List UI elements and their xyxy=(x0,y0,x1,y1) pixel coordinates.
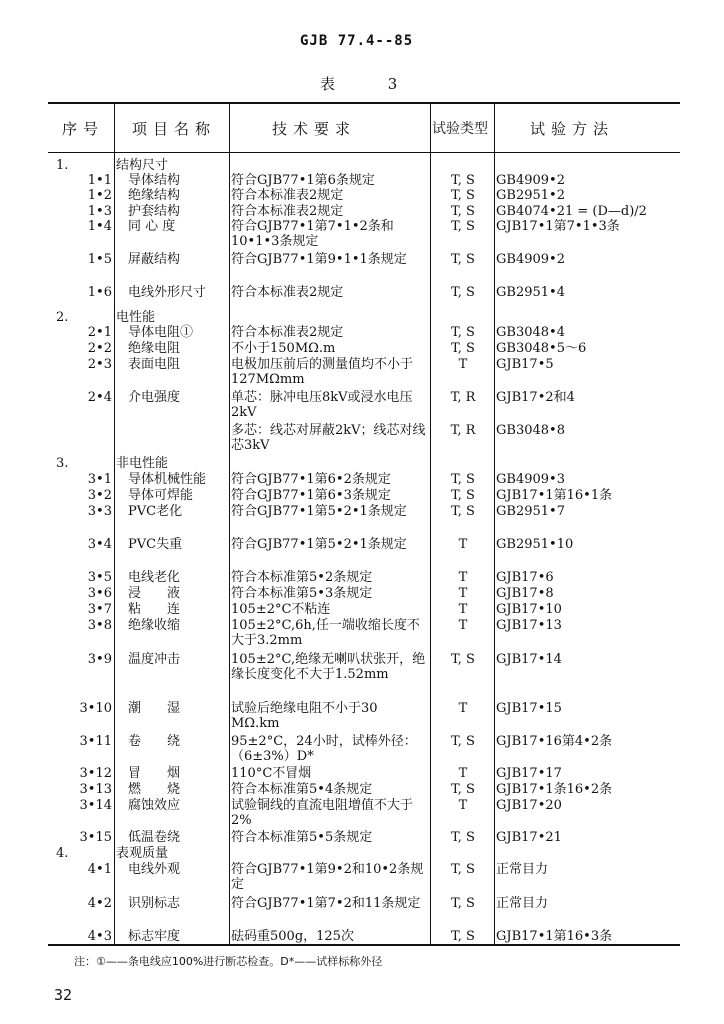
row-test-type: T, R xyxy=(450,423,476,438)
row-requirement: 符合GJB77•1第7•1•2条和10•1•3条规定 xyxy=(231,219,394,249)
row-test-method: GJB17•17 xyxy=(496,766,562,781)
row-requirement: 多芯：线芯对屏蔽2kV；线芯对线芯3kV xyxy=(231,423,426,453)
row-item-name: 粘 连 xyxy=(128,602,181,617)
row-number: 4•1 xyxy=(87,862,112,877)
row-test-type: T, S xyxy=(451,219,475,234)
row-item-name: 结构尺寸 xyxy=(116,158,169,173)
row-item-name: 介电强度 xyxy=(128,390,181,405)
row-requirement: 符合本标准表2规定 xyxy=(231,285,344,300)
row-number: 1•5 xyxy=(87,252,112,267)
row-test-method: GJB17•1条16•2条 xyxy=(496,782,613,797)
row-test-type: T, S xyxy=(451,472,475,487)
row-number: 4•3 xyxy=(87,929,112,944)
row-number: 3•6 xyxy=(87,586,112,601)
row-requirement: 符合GJB77•1第5•2•1条规定 xyxy=(231,504,407,519)
row-number: 3•5 xyxy=(87,570,112,585)
row-item-name: 护套结构 xyxy=(128,204,181,219)
column-header-item: 项目名称 xyxy=(132,120,217,138)
row-item-name: 浸 液 xyxy=(128,586,181,601)
row-requirement: 单芯：脉冲电压8kV或浸水电压2kV xyxy=(231,390,413,420)
row-item-name: PVC失重 xyxy=(128,537,183,552)
row-test-method: GJB17•15 xyxy=(496,701,562,716)
row-requirement: 105±2°C,绝缘无喇叭状张开，绝缘长度变化不大于1.52mm xyxy=(231,652,426,682)
row-test-method: GB2951•10 xyxy=(496,537,574,552)
row-test-type: T xyxy=(458,537,468,552)
row-test-type: T, S xyxy=(451,325,475,340)
row-number: 3•7 xyxy=(87,602,112,617)
row-number: 1•2 xyxy=(87,188,112,203)
table-caption: 表 3 xyxy=(320,75,422,93)
row-test-type: T, S xyxy=(451,252,475,267)
row-test-type: T, S xyxy=(451,830,475,845)
row-requirement: 符合GJB77•1第6•3条规定 xyxy=(231,488,391,503)
row-requirement: 105±2°C,6h,任一端收缩长度不大于3.2mm xyxy=(231,618,420,648)
row-requirement: 不小于150MΩ.m xyxy=(231,341,336,356)
row-test-type: T xyxy=(458,618,468,633)
row-test-method: GB4909•3 xyxy=(496,472,565,487)
row-test-method: GB2951•7 xyxy=(496,504,565,519)
page-number: 32 xyxy=(54,986,73,1004)
row-test-type: T xyxy=(458,798,468,813)
row-number: 3•11 xyxy=(79,734,112,749)
row-test-type: T, S xyxy=(451,652,475,667)
row-test-type: T, S xyxy=(451,862,475,877)
row-test-type: T, S xyxy=(451,896,475,911)
row-requirement: 符合GJB77•1第6条规定 xyxy=(231,173,375,188)
row-test-type: T, S xyxy=(451,173,475,188)
row-number: 2•4 xyxy=(87,390,112,405)
row-number: 3•10 xyxy=(79,701,112,716)
row-test-method: GB3048•8 xyxy=(496,423,565,438)
row-number: 1•6 xyxy=(87,285,112,300)
row-test-type: T xyxy=(458,586,468,601)
row-requirement: 符合本标准第5•2条规定 xyxy=(231,570,373,585)
row-number: 1. xyxy=(56,158,69,173)
row-requirement: 105±2°C不粘连 xyxy=(231,602,331,617)
row-test-method: GJB17•1第16•1条 xyxy=(496,488,613,503)
row-test-type: T, R xyxy=(450,390,476,405)
row-item-name: 绝缘结构 xyxy=(128,188,181,203)
row-test-method: GB3048•4 xyxy=(496,325,565,340)
row-requirement: 符合本标准表2规定 xyxy=(231,325,344,340)
row-test-method: GB2951•4 xyxy=(496,285,565,300)
column-header-requirement: 技术要求 xyxy=(272,120,357,138)
row-item-name: 导体可焊能 xyxy=(128,488,194,503)
row-number: 2•2 xyxy=(87,341,112,356)
row-number: 2•3 xyxy=(87,357,112,372)
row-requirement: 试验铜线的直流电阻增值不大于2% xyxy=(231,798,414,828)
row-test-type: T, S xyxy=(451,285,475,300)
row-test-type: T xyxy=(458,602,468,617)
row-number: 3•13 xyxy=(79,782,112,797)
row-item-name: 非电性能 xyxy=(116,456,169,471)
row-number: 1•3 xyxy=(87,204,112,219)
running-head: GJB 77.4--85 xyxy=(300,33,414,49)
row-item-name: 低温卷绕 xyxy=(128,830,181,845)
row-number: 2•1 xyxy=(87,325,112,340)
row-test-type: T, S xyxy=(451,341,475,356)
row-test-method: GB2951•2 xyxy=(496,188,565,203)
row-requirement: 110°C不冒烟 xyxy=(231,766,312,781)
row-item-name: 绝缘电阻 xyxy=(128,341,181,356)
row-requirement: 电极加压前后的测量值均不小于127MΩmm xyxy=(231,357,414,387)
row-item-name: PVC老化 xyxy=(128,504,183,519)
row-test-method: 正常目力 xyxy=(496,896,549,911)
row-test-method: 正常目力 xyxy=(496,862,549,877)
row-requirement: 符合GJB77•1第9•2和10•2条规定 xyxy=(231,862,424,892)
row-test-type: T, S xyxy=(451,782,475,797)
row-item-name: 导体电阻① xyxy=(128,325,194,340)
row-item-name: 温度冲击 xyxy=(128,652,181,667)
row-test-type: T xyxy=(458,766,468,781)
row-test-method: GJB17•16第4•2条 xyxy=(496,734,613,749)
row-test-type: T xyxy=(458,701,468,716)
row-item-name: 电线外形尺寸 xyxy=(128,285,207,300)
row-test-type: T xyxy=(458,570,468,585)
row-test-method: GJB17•8 xyxy=(496,586,554,601)
row-test-method: GJB17•20 xyxy=(496,798,562,813)
row-number: 3•15 xyxy=(79,830,112,845)
row-number: 3•8 xyxy=(87,618,112,633)
row-item-name: 表观质量 xyxy=(116,846,169,861)
row-number: 4. xyxy=(56,846,69,861)
row-number: 4•2 xyxy=(87,896,112,911)
row-test-type: T, S xyxy=(451,504,475,519)
row-test-method: GJB17•10 xyxy=(496,602,562,617)
row-requirement: 符合GJB77•1第7•2和11条规定 xyxy=(231,896,421,911)
row-item-name: 电线外观 xyxy=(128,862,181,877)
row-test-type: T, S xyxy=(451,929,475,944)
row-item-name: 标志牢度 xyxy=(128,929,181,944)
row-requirement: 符合GJB77•1第5•2•1条规定 xyxy=(231,537,407,552)
row-item-name: 同 心 度 xyxy=(128,219,176,234)
row-item-name: 燃 烧 xyxy=(128,782,181,797)
row-requirement: 符合本标准第5•5条规定 xyxy=(231,830,373,845)
row-requirement: 95±2°C，24小时，试棒外径：（6±3%）D* xyxy=(231,734,417,764)
row-item-name: 识别标志 xyxy=(128,896,181,911)
row-requirement: 符合GJB77•1第6•2条规定 xyxy=(231,472,391,487)
column-header-test-type: 试验类型 xyxy=(432,121,488,137)
footnote: 注：①——条电线应100%进行断芯检查。D*——试样标称外径 xyxy=(74,955,383,968)
row-test-type: T, S xyxy=(451,734,475,749)
row-number: 3. xyxy=(56,456,69,471)
row-requirement: 试验后绝缘电阻不小于30 MΩ.km xyxy=(231,701,378,731)
row-test-method: GB4909•2 xyxy=(496,252,565,267)
row-number: 3•3 xyxy=(87,504,112,519)
row-test-method: GJB17•1第16•3条 xyxy=(496,929,613,944)
row-requirement: 符合本标准第5•4条规定 xyxy=(231,782,373,797)
row-test-method: GJB17•6 xyxy=(496,570,554,585)
row-item-name: 腐蚀效应 xyxy=(128,798,181,813)
row-requirement: 符合GJB77•1第9•1•1条规定 xyxy=(231,252,407,267)
row-test-method: GJB17•2和4 xyxy=(496,390,575,405)
row-requirement: 符合本标准第5•3条规定 xyxy=(231,586,373,601)
row-number: 2. xyxy=(56,310,69,325)
row-item-name: 导体结构 xyxy=(128,173,181,188)
row-test-type: T, S xyxy=(451,204,475,219)
row-test-method: GB4074•21 = (D—d)/2 xyxy=(496,204,647,219)
row-test-method: GJB17•13 xyxy=(496,618,562,633)
row-test-type: T, S xyxy=(451,488,475,503)
row-item-name: 潮 湿 xyxy=(128,701,181,716)
row-requirement: 砝码重500g，125次 xyxy=(231,929,354,944)
row-test-type: T xyxy=(458,357,468,372)
row-test-method: GJB17•1第7•1•3条 xyxy=(496,219,620,234)
row-item-name: 电线老化 xyxy=(128,570,181,585)
row-item-name: 表面电阻 xyxy=(128,357,181,372)
row-number: 1•1 xyxy=(87,173,112,188)
row-test-type: T, S xyxy=(451,188,475,203)
row-number: 3•9 xyxy=(87,652,112,667)
row-item-name: 绝缘收缩 xyxy=(128,618,181,633)
row-test-method: GB3048•5～6 xyxy=(496,341,587,356)
row-item-name: 冒 烟 xyxy=(128,766,181,781)
column-header-no: 序号 xyxy=(62,120,105,138)
row-number: 3•1 xyxy=(87,472,112,487)
row-test-method: GJB17•21 xyxy=(496,830,562,845)
row-test-method: GJB17•5 xyxy=(496,357,554,372)
row-number: 3•14 xyxy=(79,798,112,813)
row-number: 1•4 xyxy=(87,219,112,234)
row-item-name: 屏蔽结构 xyxy=(128,252,181,267)
column-header-method: 试验方法 xyxy=(530,120,615,138)
row-number: 3•2 xyxy=(87,488,112,503)
row-test-method: GJB17•14 xyxy=(496,652,562,667)
row-requirement: 符合本标准表2规定 xyxy=(231,188,344,203)
row-number: 3•12 xyxy=(79,766,112,781)
row-item-name: 导体机械性能 xyxy=(128,472,207,487)
row-item-name: 电性能 xyxy=(116,310,156,325)
row-requirement: 符合本标准表2规定 xyxy=(231,204,344,219)
row-item-name: 卷 绕 xyxy=(128,734,181,749)
row-number: 3•4 xyxy=(87,537,112,552)
row-test-method: GB4909•2 xyxy=(496,173,565,188)
